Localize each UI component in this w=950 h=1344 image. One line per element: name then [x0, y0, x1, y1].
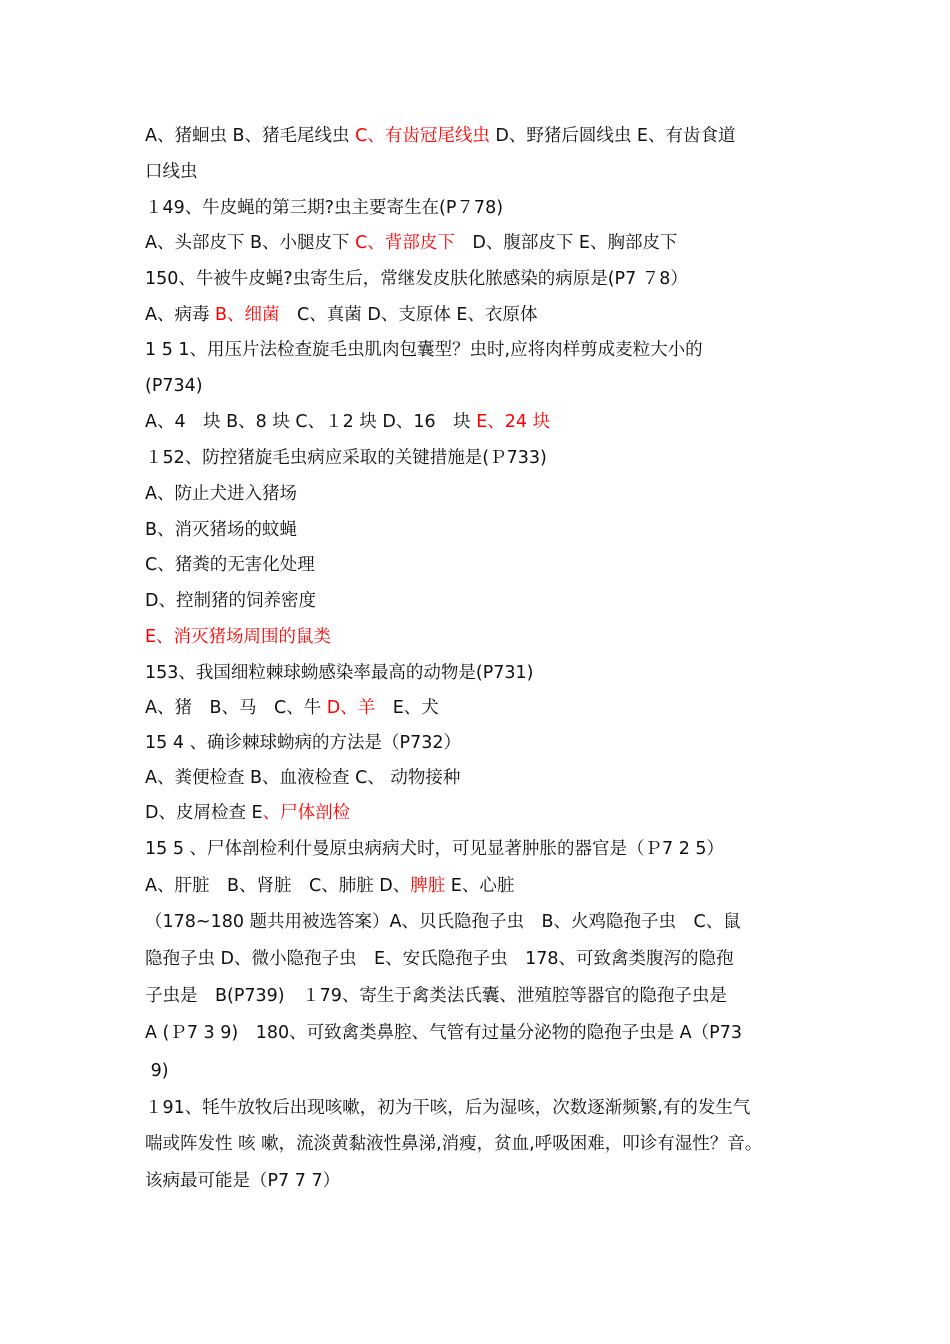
text-line	[145, 1021, 742, 1045]
text-segment: 喘或阵发性 咳 嗽，流淡黄黏液性鼻涕,消瘦，贫血,呼吸困难，叩诊有湿性？音。	[145, 1134, 763, 1154]
text-segment: 该病最可能是（P7 7 7）	[145, 1171, 341, 1191]
text-segment: A、粪便检查 B、血液检查 C、 动物接种	[145, 768, 461, 788]
text-line	[145, 518, 297, 542]
answer-highlight: D、羊	[326, 698, 376, 718]
text-segment: 15 4 、确诊棘球蚴病的方法是（P732）	[145, 733, 461, 753]
text-line	[145, 984, 727, 1008]
text-line	[145, 625, 331, 649]
text-segment: A、头部皮下 B、小腿皮下	[145, 233, 356, 253]
text-line	[145, 910, 741, 934]
text-segment: A、猪 B、马 C、牛	[145, 698, 327, 718]
text-segment: A、猪蛔虫 B、猪毛尾线虫	[145, 126, 356, 146]
text-line	[145, 589, 316, 613]
text-segment: １49、牛皮蝇的第三期?虫主要寄生在(P７78)	[145, 198, 504, 218]
text-segment: A、肝脏 B、肾脏 C、肺脏 D、	[145, 876, 411, 896]
text-segment: 1 5 1、用压片法检查旋毛虫肌肉包囊型？虫时,应将肉样剪成麦粒大小的	[145, 340, 703, 360]
text-segment: A、4 块 B、8 块 C、１2 块 D、16 块	[145, 412, 477, 432]
text-segment: D、控制猪的饲养密度	[145, 591, 316, 611]
text-segment: (P734)	[145, 376, 203, 396]
text-line	[145, 196, 503, 220]
text-segment: C、猪粪的无害化处理	[145, 555, 315, 575]
text-line	[145, 160, 198, 184]
text-segment: B、消灭猪场的蚊蝇	[145, 520, 298, 540]
text-line	[145, 1059, 169, 1083]
text-line	[145, 303, 537, 327]
text-segment: １52、防控猪旋毛虫病应采取的关键措施是(Ｐ733)	[145, 448, 547, 468]
text-segment: 15 5 、尸体剖检利什曼原虫病病犬时，可见显著肿胀的器官是（Ｐ7 2 5）	[145, 839, 725, 859]
text-segment: A、病毒	[145, 305, 216, 325]
answer-highlight: 脾脏	[410, 876, 446, 896]
text-segment: D、皮屑检查 E	[145, 803, 263, 823]
text-segment: 150、牛被牛皮蝇?虫寄生后，常继发皮肤化脓感染的病原是(P7 ７8）	[145, 269, 688, 289]
text-segment: A (Ｐ7 3 9) 180、可致禽类鼻腔、气管有过量分泌物的隐孢子虫是 A（P73	[145, 1023, 742, 1043]
text-line	[145, 124, 736, 148]
text-segment: （178~180 题共用被选答案）A、贝氏隐孢子虫 B、火鸡隐孢子虫 C、鼠	[145, 912, 741, 932]
answer-highlight: 、尸体剖检	[262, 803, 351, 823]
text-segment: 9)	[145, 1061, 169, 1081]
text-line	[145, 766, 460, 790]
answer-highlight: C、背部皮下	[355, 233, 455, 253]
text-line	[145, 553, 315, 577]
text-line	[145, 231, 677, 255]
text-line	[145, 837, 724, 861]
text-segment: 153、我国细粒棘球蚴感染率最高的动物是(P731)	[145, 663, 534, 683]
text-segment: 隐孢子虫 D、微小隐孢子虫 E、安氏隐孢子虫 178、可致禽类腹泻的隐孢	[145, 949, 734, 969]
text-segment: E、心脏	[445, 876, 515, 896]
text-line	[145, 267, 688, 291]
text-line	[145, 446, 547, 470]
text-segment: E、犬	[375, 698, 439, 718]
text-line	[145, 874, 514, 898]
text-line	[145, 947, 734, 971]
text-segment: A、防止犬进入猪场	[145, 484, 297, 504]
text-segment: C、真菌 D、支原体 E、衣原体	[279, 305, 538, 325]
text-line	[145, 338, 703, 362]
text-segment: １91、牦牛放牧后出现咳嗽，初为干咳，后为湿咳，次数逐渐频繁,有的发生气	[145, 1098, 751, 1118]
answer-highlight: E、24 块	[476, 412, 551, 432]
answer-highlight: B、细菌	[215, 305, 280, 325]
answer-highlight: C、有齿冠尾线虫	[355, 126, 490, 146]
text-segment: 子虫是 B(P739) １79、寄生于禽类法氏囊、泄殖腔等器官的隐孢子虫是	[145, 986, 727, 1006]
text-segment: D、腹部皮下 E、胸部皮下	[454, 233, 678, 253]
text-line	[145, 661, 534, 685]
text-line	[145, 374, 203, 398]
text-line	[145, 1096, 750, 1120]
text-line	[145, 482, 297, 506]
answer-highlight: E、消灭猪场周围的鼠类	[145, 627, 332, 647]
text-segment: D、野猪后圆线虫 E、有齿食道	[489, 126, 736, 146]
text-line	[145, 801, 350, 825]
text-segment: 口线虫	[145, 162, 198, 182]
text-line	[145, 410, 550, 434]
text-line	[145, 1132, 762, 1156]
text-line	[145, 696, 439, 720]
text-line	[145, 1169, 340, 1193]
text-line	[145, 731, 461, 755]
